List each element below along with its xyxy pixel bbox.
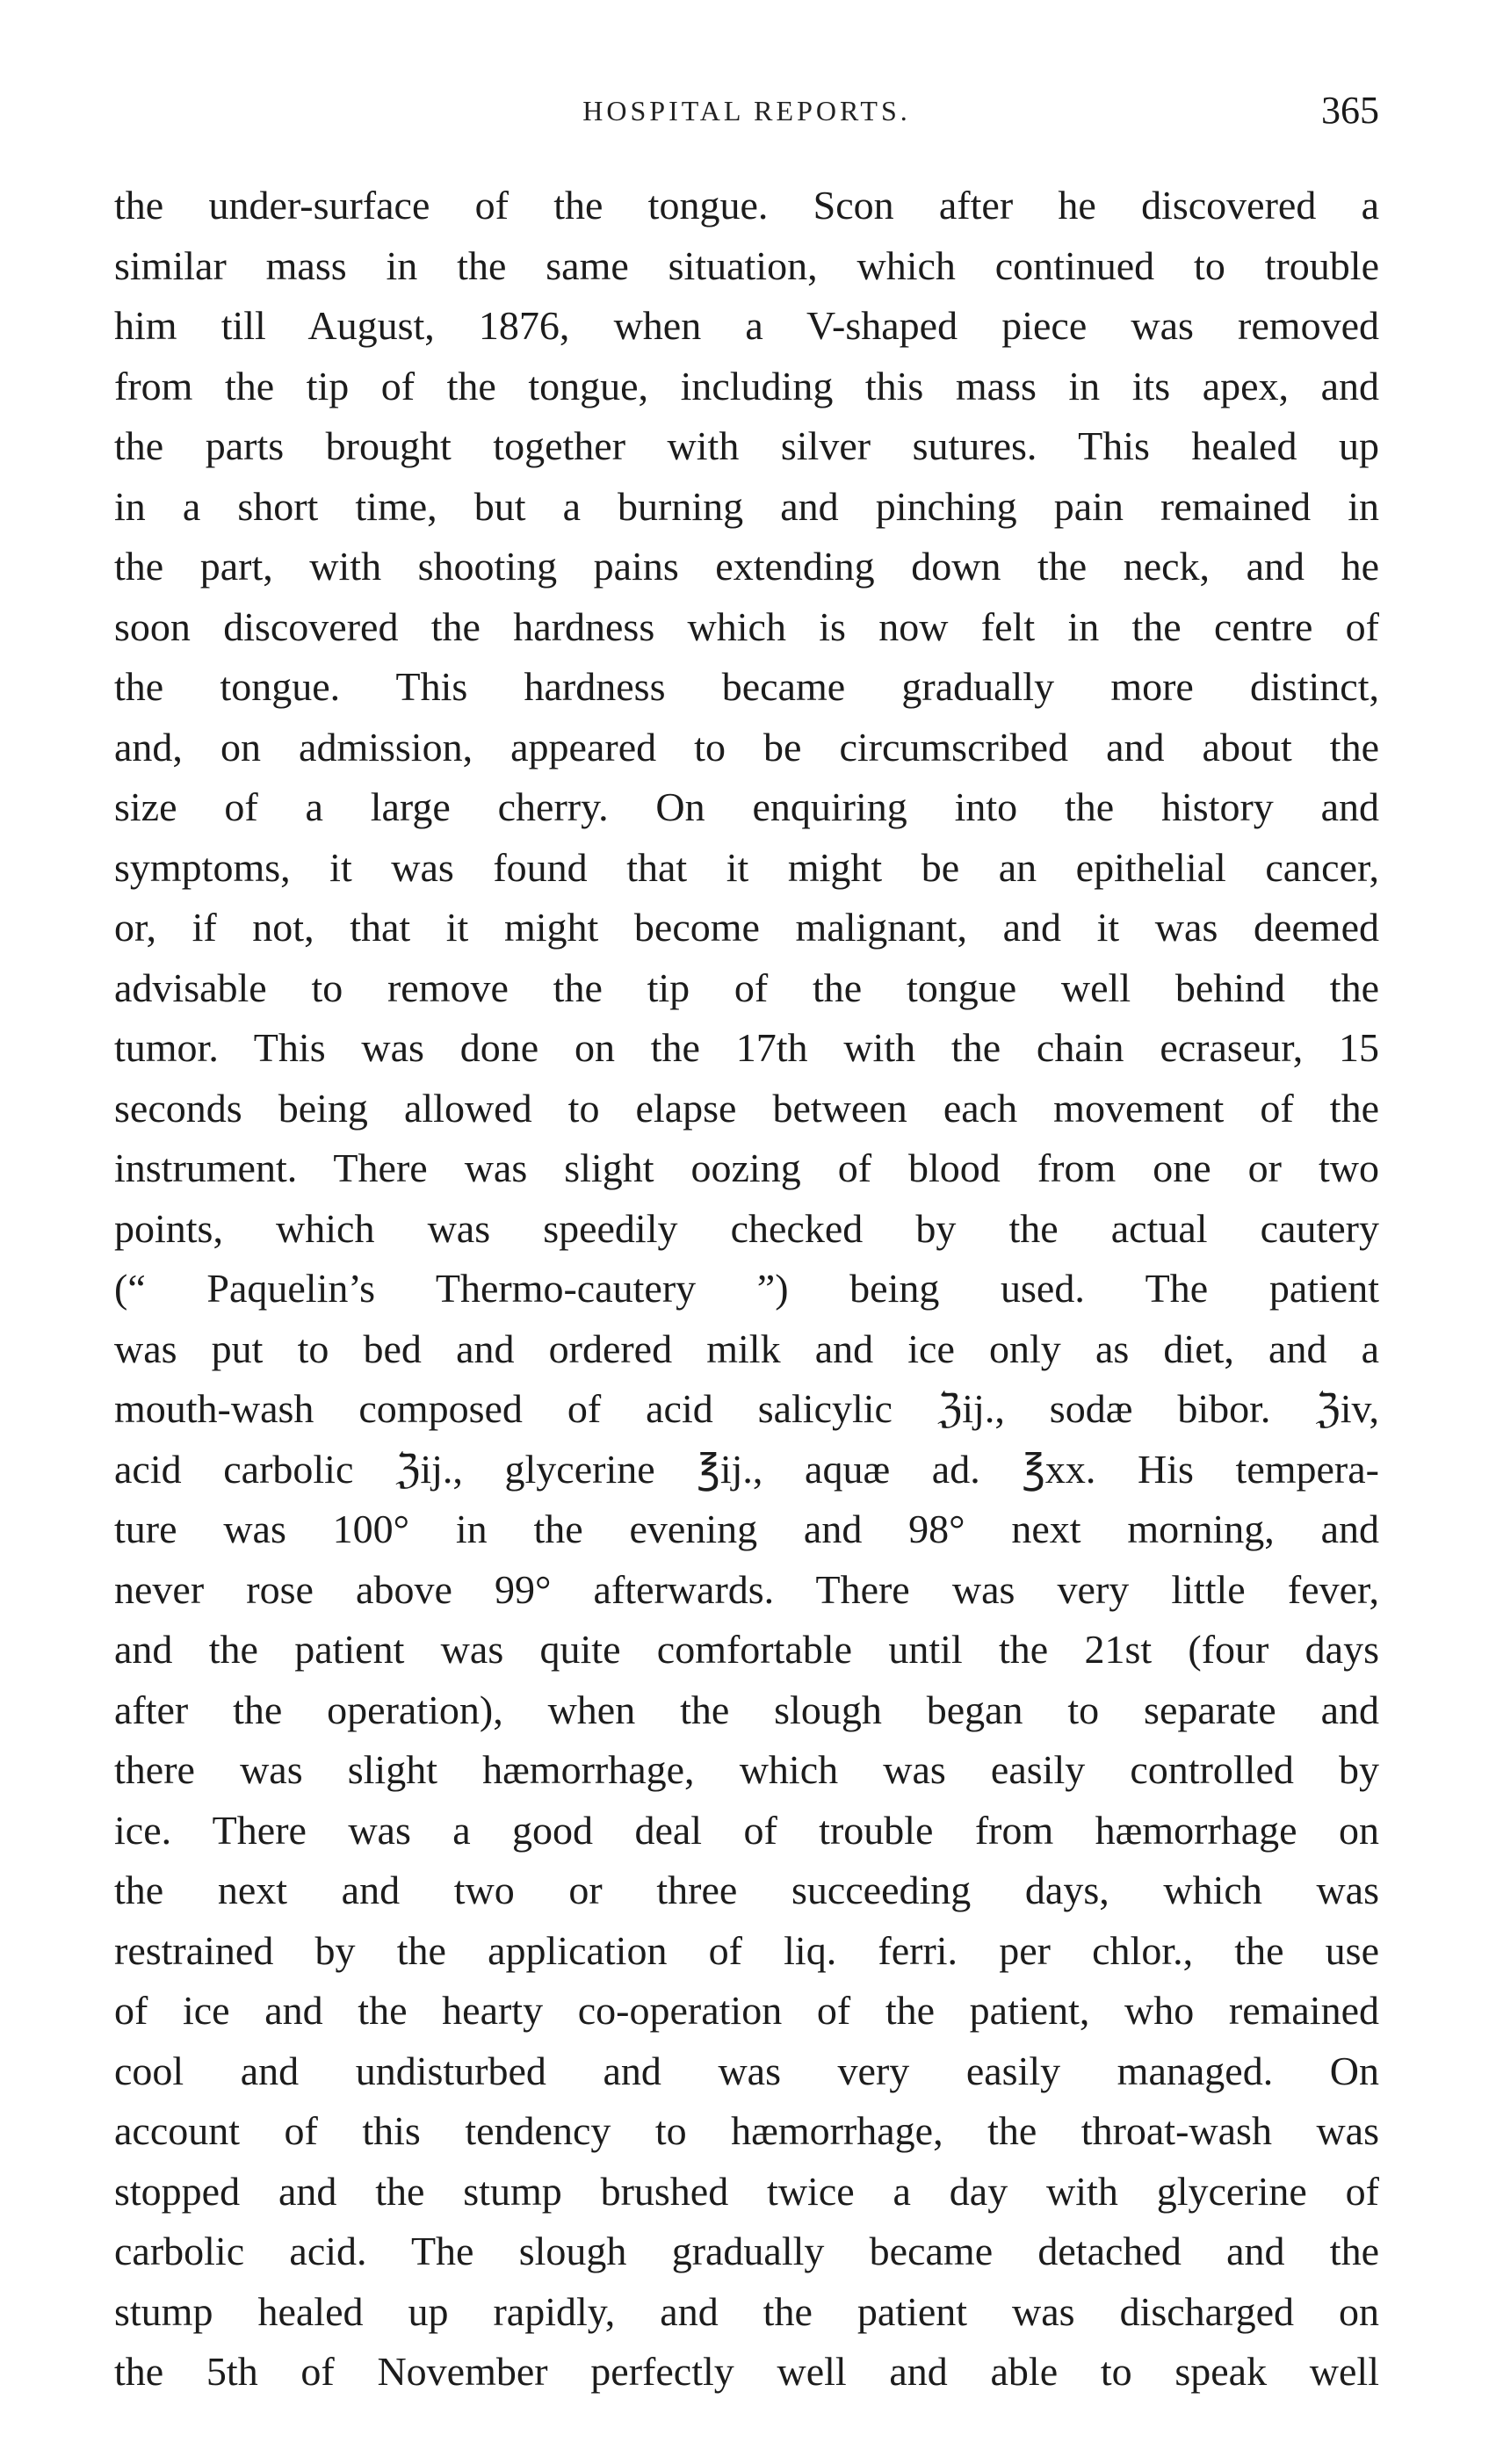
- text-line: instrument. There was slight oozing of blood from one or two: [114, 1145, 1379, 1190]
- text-line: the tongue. This hardness became gradually more distinct,: [114, 664, 1379, 709]
- text-line: (“ Paquelin’s Thermo-cautery ”) being used. The patient: [114, 1266, 1379, 1311]
- text-line: him till August, 1876, when a V-shaped piece was removed: [114, 303, 1379, 348]
- running-title: HOSPITAL REPORTS.: [582, 95, 911, 126]
- text-line: seconds being allowed to elapse between each movement of the: [114, 1085, 1379, 1131]
- text-line: account of this tendency to hæmorrhage, the throat-wash was: [114, 2108, 1379, 2153]
- text-line: size of a large cherry. On enquiring into the history and: [114, 784, 1379, 829]
- text-line: stopped and the stump brushed twice a day with glycerine of: [114, 2168, 1379, 2214]
- text-line: stump healed up rapidly, and the patient was discharged on: [114, 2288, 1379, 2334]
- text-line: in a short time, but a burning and pinching pain remained in: [114, 483, 1379, 529]
- text-line: and, on admission, appeared to be circumscribed and about the: [114, 724, 1379, 770]
- text-line: symptoms, it was found that it might be an epithelial cancer,: [114, 844, 1379, 890]
- text-line: of ice and the hearty co-operation of the patient, who remained: [114, 1988, 1379, 2033]
- text-line: restrained by the application of liq. ferri. per chlor., the use: [114, 1927, 1379, 1973]
- text-line: advisable to remove the tip of the tongue well behind the: [114, 965, 1379, 1010]
- text-line: tumor. This was done on the 17th with the chain ecraseur, 15: [114, 1025, 1379, 1070]
- text-line: the 5th of November perfectly well and able to speak well: [114, 2349, 1379, 2394]
- text-line: cool and undisturbed and was very easily managed. On: [114, 2048, 1379, 2093]
- text-line: mouth-wash composed of acid salicylic ℨij., sodæ bibor. ℨiv,: [114, 1386, 1379, 1431]
- text-line: the parts brought together with silver sutures. This healed up: [114, 423, 1379, 468]
- text-line: from the tip of the tongue, including this mass in its apex, and: [114, 363, 1379, 408]
- text-line: there was slight hæmorrhage, which was easily controlled by: [114, 1747, 1379, 1792]
- text-line: ice. There was a good deal of trouble from hæmorrhage on: [114, 1807, 1379, 1853]
- text-line: carbolic acid. The slough gradually became detached and the: [114, 2229, 1379, 2273]
- text-line: the under-surface of the tongue. Scon after he discovered a: [114, 183, 1379, 228]
- text-line: points, which was speedily checked by the actual cautery: [114, 1205, 1379, 1251]
- body-text: [114, 176, 1379, 2403]
- page-number: 365: [1321, 89, 1379, 132]
- text-line: and the patient was quite comfortable until the 21st (four days: [114, 1627, 1379, 1672]
- text-line: was put to bed and ordered milk and ice only as diet, and a: [114, 1326, 1379, 1371]
- text-line: the next and two or three succeeding days, which was: [114, 1868, 1379, 1912]
- text-line: the part, with shooting pains extending down the neck, and he: [114, 544, 1379, 589]
- text-line: similar mass in the same situation, which continued to trouble: [114, 242, 1379, 288]
- text-line: acid carbolic ℨij., glycerine ℥ij., aquæ ad. ℥xx. His tempera-: [114, 1446, 1379, 1492]
- text-line: soon discovered the hardness which is now felt in the centre of: [114, 603, 1379, 649]
- text-line: or, if not, that it might become malignant, and it was deemed: [114, 905, 1379, 950]
- text-line: never rose above 99° afterwards. There was very little fever,: [114, 1566, 1379, 1612]
- running-head: [114, 88, 1379, 141]
- text-line: ture was 100° in the evening and 98° next morning, and: [114, 1507, 1379, 1551]
- text-line: after the operation), when the slough began to separate and: [114, 1687, 1379, 1732]
